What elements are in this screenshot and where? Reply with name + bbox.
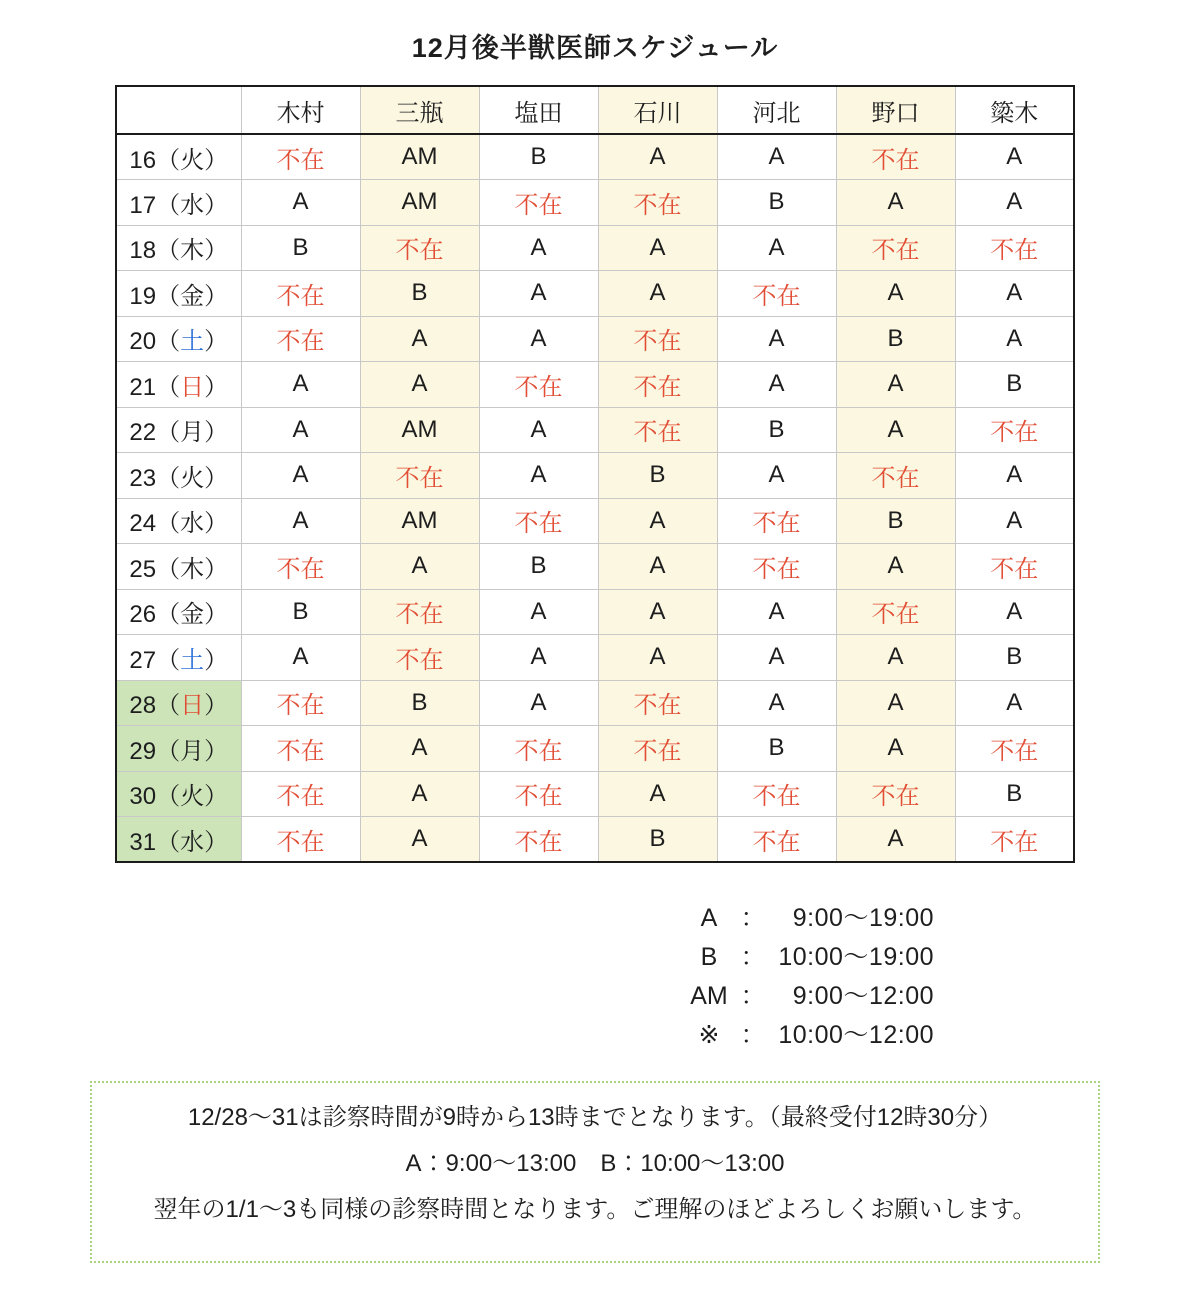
schedule-row [116, 316, 1074, 362]
shift-cell: 不在 [479, 362, 598, 408]
schedule-row [116, 680, 1074, 726]
legend-row [678, 938, 934, 977]
date-cell: 21（日） [116, 362, 241, 408]
shift-cell: B [836, 498, 955, 544]
shift-cell: AM [360, 180, 479, 226]
shift-cell: A [479, 589, 598, 635]
shift-cell: A [241, 407, 360, 453]
shift-cell: A [836, 407, 955, 453]
shift-cell: A [598, 271, 717, 317]
date-cell: 28（日） [116, 680, 241, 726]
doctor-header: 木村 [241, 86, 360, 134]
shift-cell: B [717, 726, 836, 772]
shift-cell: 不在 [598, 726, 717, 772]
shift-cell: A [479, 635, 598, 681]
shift-cell: 不在 [360, 453, 479, 499]
schedule-table [115, 85, 1075, 863]
legend-colon: ： [740, 943, 766, 971]
shift-cell: A [836, 635, 955, 681]
day-of-week: 火 [180, 464, 205, 492]
shift-cell: A [598, 134, 717, 180]
date-number: 19 [129, 282, 157, 310]
day-of-week: 火 [180, 783, 205, 811]
doctor-header: 三瓶 [360, 86, 479, 134]
schedule-row [116, 817, 1074, 863]
day-of-week: 土 [180, 646, 205, 674]
schedule-row [116, 498, 1074, 544]
shift-cell: B [360, 680, 479, 726]
shift-cell: 不在 [836, 225, 955, 271]
page-title: 12月後半獣医師スケジュール [411, 33, 779, 63]
schedule-row [116, 726, 1074, 772]
shift-cell: A [598, 498, 717, 544]
date-number: 29 [129, 737, 157, 765]
schedule-page [0, 26, 1190, 1263]
shift-cell: 不在 [955, 544, 1074, 590]
day-of-week: 金 [180, 282, 205, 310]
schedule-row [116, 635, 1074, 681]
date-number: 21 [129, 373, 157, 401]
schedule-row [116, 453, 1074, 499]
shift-cell: B [598, 453, 717, 499]
date-number: 24 [129, 510, 157, 538]
shift-cell: AM [360, 498, 479, 544]
shift-cell: A [479, 407, 598, 453]
date-cell: 19（金） [116, 271, 241, 317]
shift-cell: 不在 [241, 726, 360, 772]
schedule-row [116, 271, 1074, 317]
header-row [116, 86, 1074, 134]
date-cell: 29（月） [116, 726, 241, 772]
shift-cell: A [598, 635, 717, 681]
shift-cell: A [360, 362, 479, 408]
shift-cell: 不在 [479, 817, 598, 863]
date-number: 31 [129, 828, 157, 856]
schedule-row [116, 589, 1074, 635]
shift-cell: A [598, 771, 717, 817]
shift-cell: 不在 [717, 544, 836, 590]
shift-cell: A [955, 134, 1074, 180]
schedule-row [116, 544, 1074, 590]
shift-cell: 不在 [360, 589, 479, 635]
shift-cell: A [717, 635, 836, 681]
shift-cell: A [717, 453, 836, 499]
shift-cell: A [836, 817, 955, 863]
date-cell: 18（木） [116, 225, 241, 271]
shift-cell: A [955, 498, 1074, 544]
day-of-week: 日 [180, 692, 205, 720]
legend-time: 9:00～12:00 [792, 982, 934, 1010]
shift-cell: B [717, 180, 836, 226]
shift-cell: 不在 [360, 225, 479, 271]
shift-cell: B [360, 271, 479, 317]
shift-cell: 不在 [955, 225, 1074, 271]
shift-cell: A [479, 225, 598, 271]
legend-row [678, 1016, 934, 1055]
date-cell: 17（水） [116, 180, 241, 226]
legend-row [678, 977, 934, 1016]
shift-cell: 不在 [479, 771, 598, 817]
shift-cell: A [955, 316, 1074, 362]
legend-time: 9:00～19:00 [792, 904, 934, 932]
shift-cell: 不在 [717, 771, 836, 817]
shift-cell: 不在 [955, 726, 1074, 772]
shift-cell: A [836, 680, 955, 726]
day-of-week: 金 [180, 601, 205, 629]
shift-cell: A [955, 453, 1074, 499]
day-of-week: 日 [180, 373, 205, 401]
shift-cell: 不在 [598, 180, 717, 226]
doctor-header: 河北 [717, 86, 836, 134]
schedule-row [116, 134, 1074, 180]
legend-colon: ： [740, 904, 766, 932]
shift-cell: B [955, 362, 1074, 408]
shift-cell: A [717, 316, 836, 362]
date-cell: 27（土） [116, 635, 241, 681]
shift-cell: A [241, 498, 360, 544]
day-of-week: 水 [180, 191, 205, 219]
notice-line-3: 翌年の1/1～3も同様の診察時間となります。ご理解のほどよろしくお願いします。 [153, 1196, 1037, 1223]
shift-cell: 不在 [479, 726, 598, 772]
day-of-week: 水 [180, 828, 205, 856]
shift-cell: 不在 [241, 134, 360, 180]
shift-cell: B [241, 225, 360, 271]
shift-cell: A [955, 680, 1074, 726]
day-of-week: 月 [180, 737, 205, 765]
shift-cell: 不在 [360, 635, 479, 681]
day-of-week: 木 [180, 237, 205, 265]
shift-cell: B [479, 544, 598, 590]
shift-cell: AM [360, 407, 479, 453]
shift-cell: A [836, 180, 955, 226]
date-number: 23 [129, 464, 157, 492]
shift-cell: 不在 [598, 316, 717, 362]
shift-cell: A [955, 589, 1074, 635]
legend-label: B [700, 943, 718, 971]
shift-cell: AM [360, 134, 479, 180]
date-cell: 20（土） [116, 316, 241, 362]
date-number: 17 [129, 191, 157, 219]
date-cell: 24（水） [116, 498, 241, 544]
notice-box [90, 1081, 1100, 1263]
shift-cell: A [598, 544, 717, 590]
shift-cell: 不在 [955, 407, 1074, 453]
shift-cell: 不在 [836, 771, 955, 817]
shift-cell: A [955, 180, 1074, 226]
date-cell: 30（火） [116, 771, 241, 817]
schedule-row [116, 771, 1074, 817]
legend-colon: ： [740, 1021, 766, 1049]
shift-cell: B [479, 134, 598, 180]
legend-label: A [700, 904, 718, 932]
shift-cell: B [717, 407, 836, 453]
shift-cell: 不在 [479, 498, 598, 544]
shift-cell: A [479, 316, 598, 362]
shift-cell: B [241, 589, 360, 635]
shift-cell: 不在 [598, 680, 717, 726]
schedule-header [116, 86, 1074, 134]
shift-cell: A [241, 180, 360, 226]
doctor-header: 石川 [598, 86, 717, 134]
shift-cell: B [955, 771, 1074, 817]
shift-cell: 不在 [717, 498, 836, 544]
doctor-header: 簗木 [955, 86, 1074, 134]
shift-cell: B [955, 635, 1074, 681]
shift-cell: A [360, 771, 479, 817]
shift-cell: A [836, 362, 955, 408]
date-number: 18 [129, 237, 157, 265]
shift-cell: A [598, 589, 717, 635]
shift-cell: A [598, 225, 717, 271]
shift-cell: A [717, 680, 836, 726]
shift-cell: A [955, 271, 1074, 317]
date-number: 27 [129, 646, 157, 674]
shift-cell: 不在 [717, 817, 836, 863]
legend-label: AM [690, 982, 728, 1010]
schedule-row [116, 225, 1074, 271]
shift-cell: A [360, 316, 479, 362]
schedule-row [116, 180, 1074, 226]
shift-cell: 不在 [241, 680, 360, 726]
shift-cell: 不在 [598, 407, 717, 453]
shift-cell: A [717, 134, 836, 180]
date-number: 16 [129, 146, 157, 174]
shift-cell: A [717, 225, 836, 271]
shift-cell: A [360, 726, 479, 772]
shift-cell: 不在 [836, 589, 955, 635]
day-of-week: 土 [180, 328, 205, 356]
legend-time: 10:00～12:00 [778, 1021, 934, 1049]
legend-row [678, 899, 934, 938]
date-cell: 22（月） [116, 407, 241, 453]
legend-label: ※ [698, 1021, 720, 1049]
date-number: 25 [129, 555, 157, 583]
shift-cell: B [598, 817, 717, 863]
shift-cell: 不在 [955, 817, 1074, 863]
shift-cell: A [241, 635, 360, 681]
legend-colon: ： [740, 982, 766, 1010]
schedule-row [116, 407, 1074, 453]
day-of-week: 木 [180, 555, 205, 583]
schedule-row [116, 362, 1074, 408]
notice-line-2: A：9:00～13:00 B：10:00～13:00 [405, 1150, 785, 1177]
corner-cell [116, 86, 241, 134]
legend-time: 10:00～19:00 [778, 943, 934, 971]
shift-cell: A [717, 362, 836, 408]
shift-cell: 不在 [836, 134, 955, 180]
shift-cell: 不在 [241, 544, 360, 590]
shift-cell: A [717, 589, 836, 635]
doctor-header: 野口 [836, 86, 955, 134]
date-cell: 16（火） [116, 134, 241, 180]
schedule-body [116, 134, 1074, 862]
shift-cell: B [836, 316, 955, 362]
shift-cell: A [479, 453, 598, 499]
shift-cell: A [360, 817, 479, 863]
date-cell: 25（木） [116, 544, 241, 590]
shift-cell: 不在 [241, 771, 360, 817]
shift-cell: A [836, 544, 955, 590]
date-number: 30 [129, 783, 157, 811]
shift-cell: 不在 [241, 316, 360, 362]
shift-cell: A [241, 453, 360, 499]
date-number: 28 [129, 692, 157, 720]
shift-cell: A [836, 271, 955, 317]
notice-line-1: 12/28～31は診察時間が9時から13時までとなります。（最終受付12時30分） [187, 1104, 1003, 1131]
date-cell: 26（金） [116, 589, 241, 635]
date-number: 20 [129, 328, 157, 356]
date-cell: 23（火） [116, 453, 241, 499]
shift-cell: 不在 [241, 817, 360, 863]
shift-cell: 不在 [717, 271, 836, 317]
shift-cell: A [241, 362, 360, 408]
shift-cell: A [836, 726, 955, 772]
day-of-week: 月 [180, 419, 205, 447]
date-number: 22 [129, 419, 157, 447]
shift-cell: A [479, 271, 598, 317]
date-cell: 31（水） [116, 817, 241, 863]
shift-cell: A [360, 544, 479, 590]
shift-cell: A [479, 680, 598, 726]
shift-cell: 不在 [479, 180, 598, 226]
day-of-week: 水 [180, 510, 205, 538]
shift-cell: 不在 [598, 362, 717, 408]
doctor-header: 塩田 [479, 86, 598, 134]
date-number: 26 [129, 601, 157, 629]
day-of-week: 火 [180, 146, 205, 174]
shift-cell: 不在 [241, 271, 360, 317]
shift-cell: 不在 [836, 453, 955, 499]
shift-time-legend [678, 899, 934, 1055]
